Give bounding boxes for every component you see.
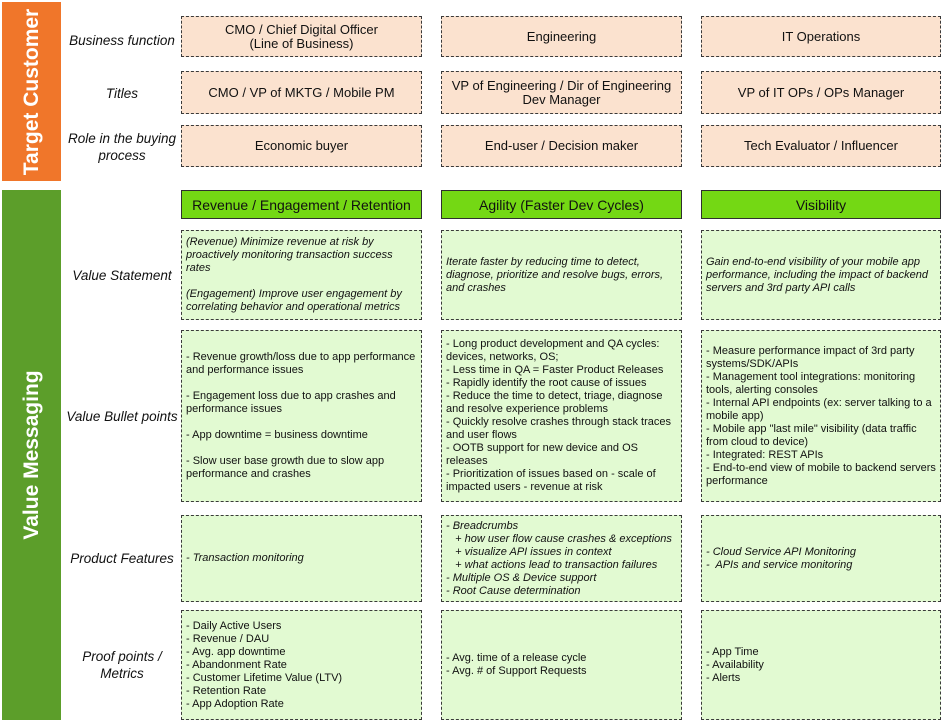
target-customer-label: Target Customer: [19, 8, 43, 175]
cell-line: - Quickly resolve crashes through stack traces: [446, 416, 671, 428]
cell-line: - Slow user base growth due to slow app: [186, 455, 385, 467]
cell-line: performance and crashes: [186, 468, 311, 480]
cell-line: performance: [706, 474, 768, 487]
product-features-cell: [181, 515, 422, 602]
cell-line: - Retention Rate: [186, 684, 267, 697]
proof-points-cell: [701, 610, 941, 720]
cell-line: [186, 416, 417, 429]
cell-line: - Engagement loss due to app crashes and: [186, 390, 396, 402]
cell-line: - Long product development and QA cycles:: [446, 338, 660, 350]
product-features-cell: [701, 515, 941, 602]
cell-line: - Customer Lifetime Value (LTV): [186, 671, 343, 684]
cell-line: from cloud to device): [706, 435, 809, 448]
business-function-cell: CMO / Chief Digital Officer (Line of Business): [181, 16, 422, 57]
cell-line: - Cloud Service API Monitoring: [706, 545, 856, 558]
cell-line: - Transaction monitoring: [186, 552, 304, 564]
titles-cell: VP of IT OPs / OPs Manager: [701, 71, 941, 114]
cell-line: Gain end-to-end visibility of your mobile app: [706, 255, 921, 268]
cell-line: performance issues: [186, 403, 282, 415]
cell-line: [186, 377, 417, 390]
value-messaging-label: Value Messaging: [19, 370, 43, 540]
cell-line: - Less time in QA = Faster Product Releases: [446, 364, 664, 376]
proof-points-cell: [181, 610, 422, 720]
row-label-role: Role in the buying process: [67, 130, 177, 163]
titles-cell: VP of Engineering / Dir of Engineering Dev Manager: [441, 71, 682, 114]
cell-line: servers and 3rd party API calls: [706, 281, 856, 294]
cell-line: diagnose, prioritize and resolve bugs, errors,: [446, 268, 664, 281]
cell-line: - Abandonment Rate: [186, 658, 287, 671]
cell-line: - Prioritization of issues based on - scale of: [446, 468, 656, 480]
cell-line: - Availability: [706, 658, 764, 671]
cell-line: [186, 275, 417, 288]
cell-line: - App Adoption Rate: [186, 697, 284, 710]
cell-line: systems/SDK/APIs: [706, 357, 799, 370]
cell-line: - Breadcrumbs: [446, 519, 519, 532]
value-statement-cell: [441, 230, 682, 320]
cell-line: - Alerts: [706, 671, 741, 684]
role-cell: Tech Evaluator / Influencer: [701, 125, 941, 167]
cell-line: + how user flow cause crashes & exceptions: [446, 532, 672, 545]
cell-line: - App Time: [706, 645, 759, 658]
cell-line: - APIs and service monitoring: [706, 558, 853, 571]
cell-line: - Daily Active Users: [186, 619, 282, 632]
row-label-proof-points: Proof points / Metrics: [82, 649, 162, 681]
cell-line: proactively monitoring transaction success: [186, 249, 393, 261]
cell-line: - OOTB support for new device and OS: [446, 442, 638, 454]
cell-line: and user flows: [446, 429, 517, 441]
row-label-value-statement: Value Statement: [72, 267, 172, 283]
value-statement-cell: [181, 230, 422, 320]
cell-line: - Avg. # of Support Requests: [446, 665, 587, 677]
cell-line: impacted users - revenue at risk: [446, 481, 603, 493]
column-header-visibility: Visibility: [701, 190, 941, 219]
cell-line: - Management tool integrations: monitoring: [706, 370, 916, 383]
cell-line: - Measure performance impact of 3rd party: [706, 344, 915, 357]
cell-line: tools, alerting consoles: [706, 383, 818, 396]
cell-line: releases: [446, 455, 488, 467]
cell-line: - Avg. app downtime: [186, 645, 286, 658]
cell-line: + visualize API issues in context: [446, 545, 612, 558]
cell-line: (Engagement) Improve user engagement by: [186, 288, 402, 300]
business-function-cell: Engineering: [441, 16, 682, 57]
cell-line: performance, including the impact of backend: [706, 268, 928, 281]
role-cell: Economic buyer: [181, 125, 422, 167]
value-messaging-bar: [2, 190, 61, 720]
row-label-titles: Titles: [105, 85, 139, 101]
cell-line: - Mobile app "last mile" visibility (data traffic: [706, 422, 917, 435]
business-function-cell: IT Operations: [701, 16, 941, 57]
cell-line: - App downtime = business downtime: [186, 429, 368, 441]
cell-line: [186, 442, 417, 455]
cell-line: and resolve experience problems: [446, 403, 609, 415]
cell-line: - Reduce the time to detect, triage, diagnose: [446, 390, 663, 402]
cell-line: - Rapidly identify the root cause of issues: [446, 377, 647, 389]
value-statement-cell: [701, 230, 941, 320]
value-bullets-cell: [441, 330, 682, 502]
row-label-value-bullets: Value Bullet points: [66, 408, 178, 424]
product-features-cell: [441, 515, 682, 602]
cell-line: and performance issues: [186, 364, 304, 376]
cell-line: - Multiple OS & Device support: [446, 571, 597, 584]
proof-points-cell: [441, 610, 682, 720]
cell-line: Iterate faster by reducing time to detect,: [446, 255, 640, 268]
cell-line: correlating behavior and operational metrics: [186, 301, 401, 313]
cell-line: - End-to-end view of mobile to backend servers: [706, 461, 936, 474]
value-bullets-cell: [181, 330, 422, 502]
role-cell: End-user / Decision maker: [441, 125, 682, 167]
cell-line: - Avg. time of a release cycle: [446, 652, 587, 664]
column-header-revenue: Revenue / Engagement / Retention: [181, 190, 422, 219]
row-label-product-features: Product Features: [70, 551, 174, 566]
value-bullets-cell: [701, 330, 941, 502]
cell-line: rates: [186, 262, 211, 274]
cell-line: (Revenue) Minimize revenue at risk by: [186, 236, 374, 248]
cell-line: - Integrated: REST APIs: [706, 448, 824, 461]
row-label-business-function: Business function: [69, 32, 175, 48]
cell-line: - Root Cause determination: [446, 584, 581, 597]
target-customer-bar: [2, 2, 61, 181]
cell-line: + what actions lead to transaction failures: [446, 558, 658, 571]
cell-line: - Revenue growth/loss due to app performance: [186, 351, 416, 363]
cell-line: devices, networks, OS;: [446, 351, 559, 363]
titles-cell: CMO / VP of MKTG / Mobile PM: [181, 71, 422, 114]
cell-line: and crashes: [446, 281, 506, 294]
cell-line: - Internal API endpoints (ex: server talking to a: [706, 396, 932, 409]
cell-line: - Revenue / DAU: [186, 632, 270, 645]
column-header-agility: Agility (Faster Dev Cycles): [441, 190, 682, 219]
cell-line: mobile app): [706, 409, 764, 422]
